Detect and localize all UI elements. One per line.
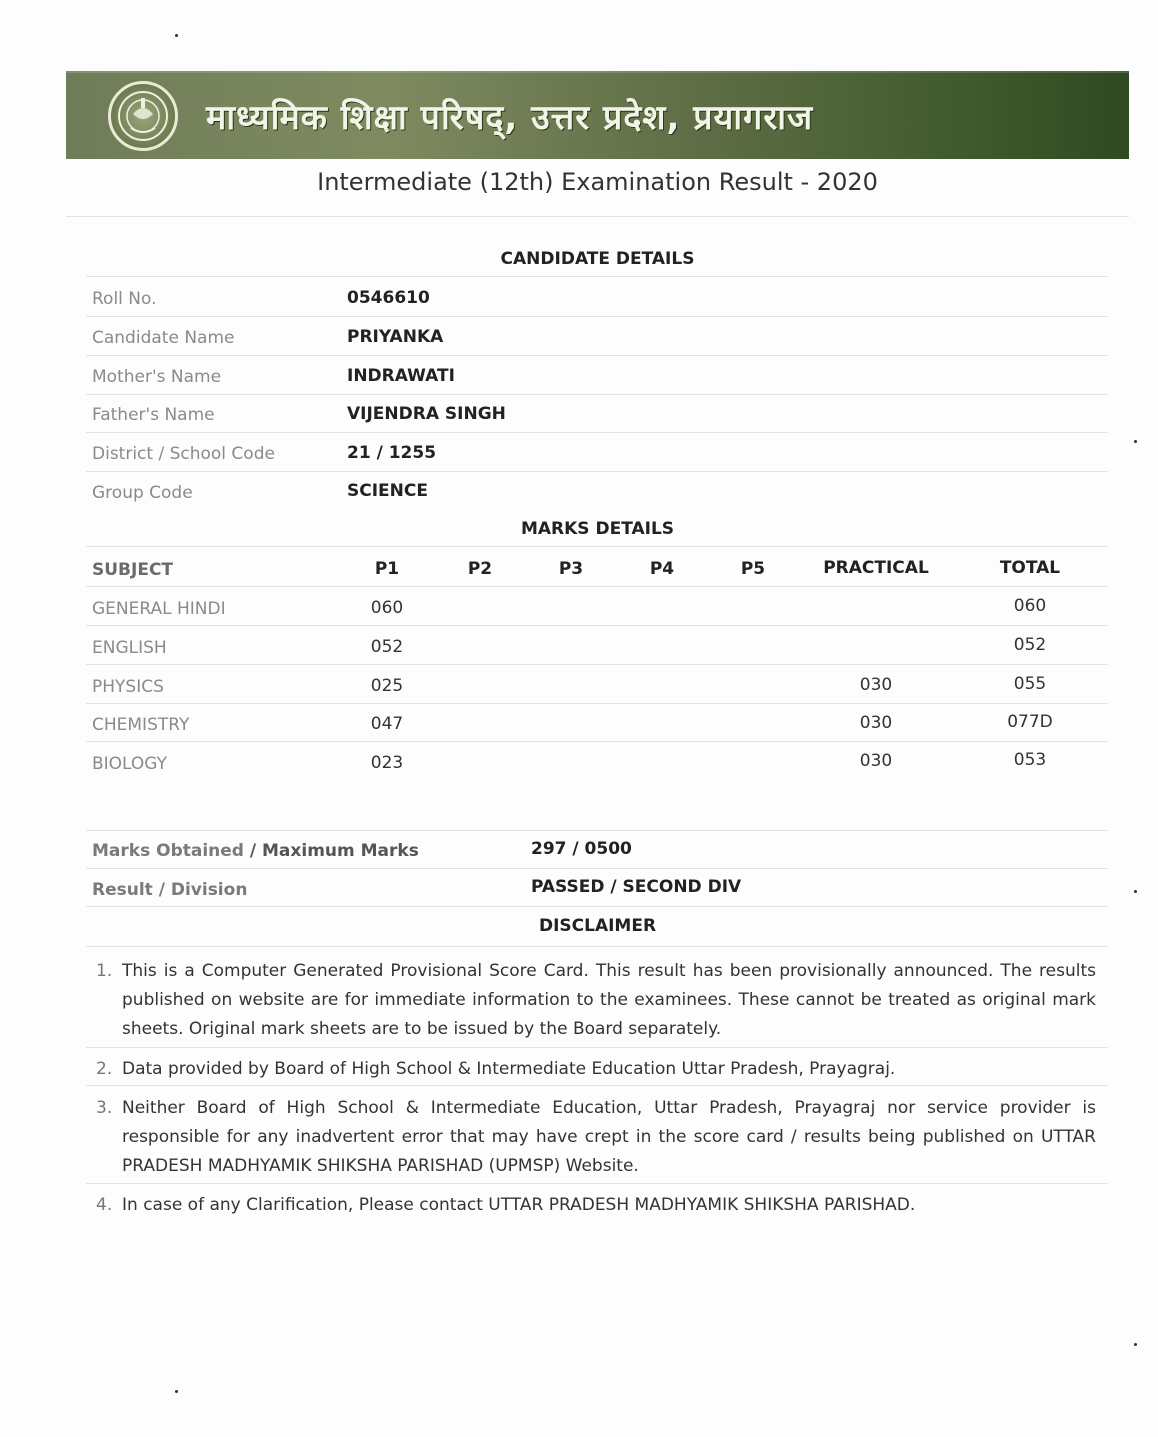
disclaimer-item-number: 3.	[96, 1098, 113, 1118]
exam-title: Intermediate (12th) Examination Result - 2020	[317, 168, 878, 196]
divider	[86, 741, 1108, 742]
divider	[86, 355, 1108, 356]
result-division-label	[92, 880, 247, 900]
table-row-p1: 060	[370, 598, 404, 618]
column-header-subject: SUBJECT	[92, 560, 174, 580]
scan-speck	[175, 34, 178, 37]
column-header-p2: P2	[467, 559, 493, 579]
divider	[86, 830, 1108, 831]
column-header-p5: P5	[740, 559, 766, 579]
table-row-practical: 030	[859, 751, 893, 771]
marks-details-heading: MARKS DETAILS	[520, 519, 675, 539]
divider	[86, 868, 1108, 869]
candidate-name-value: PRIYANKA	[347, 327, 444, 347]
candidate-name-label: Candidate Name	[92, 328, 235, 348]
roll-no-value: 0546610	[347, 288, 430, 308]
divider	[86, 316, 1108, 317]
disclaimer-item	[96, 1191, 1096, 1220]
scan-speck	[1134, 890, 1137, 893]
divider	[86, 394, 1108, 395]
disclaimer-item-text: This is a Computer Generated Provisional Score Card. This result has been provisionally announced. The results published on website are for immediate information to the examinees. These cannot be treated as original mark sheets. Original mark sheets are to be issued by the Board separately.	[122, 961, 1096, 1039]
table-row-p1: 025	[370, 676, 404, 696]
mother-name-label: Mother's Name	[92, 367, 222, 387]
marks-obtained-label-b: / Maximum Marks	[243, 841, 419, 861]
disclaimer-heading: DISCLAIMER	[538, 916, 657, 936]
disclaimer-item	[96, 957, 1096, 1044]
mother-name-value: INDRAWATI	[347, 366, 455, 386]
marks-obtained-label-a: Marks Obtained	[92, 841, 244, 861]
result-division-label-text: Result / Division	[92, 880, 248, 900]
table-row-total: 053	[1013, 750, 1047, 770]
table-row-p1: 023	[370, 753, 404, 773]
divider	[86, 625, 1108, 626]
scan-speck	[175, 1390, 178, 1393]
table-row-p1: 052	[370, 637, 404, 657]
divider	[86, 703, 1108, 704]
disclaimer-item-number: 2.	[96, 1059, 113, 1079]
divider	[86, 1085, 1108, 1086]
divider	[86, 471, 1108, 472]
table-row-subject: GENERAL HINDI	[92, 599, 226, 619]
candidate-details-heading: CANDIDATE DETAILS	[500, 249, 695, 269]
divider	[86, 946, 1108, 947]
disclaimer-item	[96, 1055, 1096, 1084]
disclaimer-item-text: In case of any Clarification, Please contact UTTAR PRADESH MADHYAMIK SHIKSHA PARISHAD.	[122, 1195, 916, 1215]
divider	[86, 1047, 1108, 1048]
board-name: माध्यमिक शिक्षा परिषद्, उत्तर प्रदेश, प्रयागराज	[206, 98, 814, 138]
disclaimer-item-text: Data provided by Board of High School & Intermediate Education Uttar Pradesh, Prayagraj.	[122, 1059, 896, 1079]
header-banner	[66, 71, 1129, 159]
disclaimer-item-number: 1.	[96, 961, 113, 981]
disclaimer-item-text: Neither Board of High School & Intermediate Education, Uttar Pradesh, Prayagraj nor service provider is responsible for any inadvertent error that may have crept in the score card / results being published on UTTAR PRADESH MADHYAMIK SHIKSHA PARISHAD (UPMSP) Website.	[122, 1098, 1096, 1176]
column-header-p3: P3	[558, 559, 584, 579]
district-school-code-value: 21 / 1255	[347, 443, 437, 463]
divider	[86, 276, 1108, 277]
table-row-p1: 047	[370, 714, 404, 734]
table-row-total: 052	[1013, 635, 1047, 655]
divider	[66, 216, 1129, 217]
group-code-label: Group Code	[92, 483, 193, 503]
father-name-label: Father's Name	[92, 405, 215, 425]
scan-speck	[1134, 440, 1137, 443]
table-row-subject: PHYSICS	[92, 677, 164, 697]
table-row-practical: 030	[859, 713, 893, 733]
column-header-practical: PRACTICAL	[823, 558, 929, 578]
divider	[86, 906, 1108, 907]
divider	[86, 586, 1108, 587]
scan-speck	[1134, 1343, 1137, 1346]
table-row-total: 055	[1013, 674, 1047, 694]
result-division-value: PASSED / SECOND DIV	[531, 877, 742, 897]
divider	[86, 664, 1108, 665]
group-code-value: SCIENCE	[347, 481, 428, 501]
up-government-emblem-icon	[108, 81, 178, 151]
table-row-total: 077D	[1007, 712, 1053, 732]
marks-obtained-value: 297 / 0500	[531, 839, 632, 859]
marks-obtained-label	[92, 841, 419, 861]
table-row-total: 060	[1013, 596, 1047, 616]
roll-no-label: Roll No.	[92, 289, 157, 309]
column-header-p1: P1	[374, 559, 400, 579]
district-school-code-label: District / School Code	[92, 444, 275, 464]
divider	[86, 546, 1108, 547]
table-row-subject: CHEMISTRY	[92, 715, 190, 735]
divider	[86, 432, 1108, 433]
column-header-p4: P4	[649, 559, 675, 579]
table-row-subject: ENGLISH	[92, 638, 167, 658]
father-name-value: VIJENDRA SINGH	[347, 404, 506, 424]
disclaimer-item	[96, 1094, 1096, 1181]
table-row-practical: 030	[859, 675, 893, 695]
column-header-total: TOTAL	[999, 558, 1061, 578]
table-row-subject: BIOLOGY	[92, 754, 168, 774]
divider	[86, 1183, 1108, 1184]
disclaimer-item-number: 4.	[96, 1195, 113, 1215]
